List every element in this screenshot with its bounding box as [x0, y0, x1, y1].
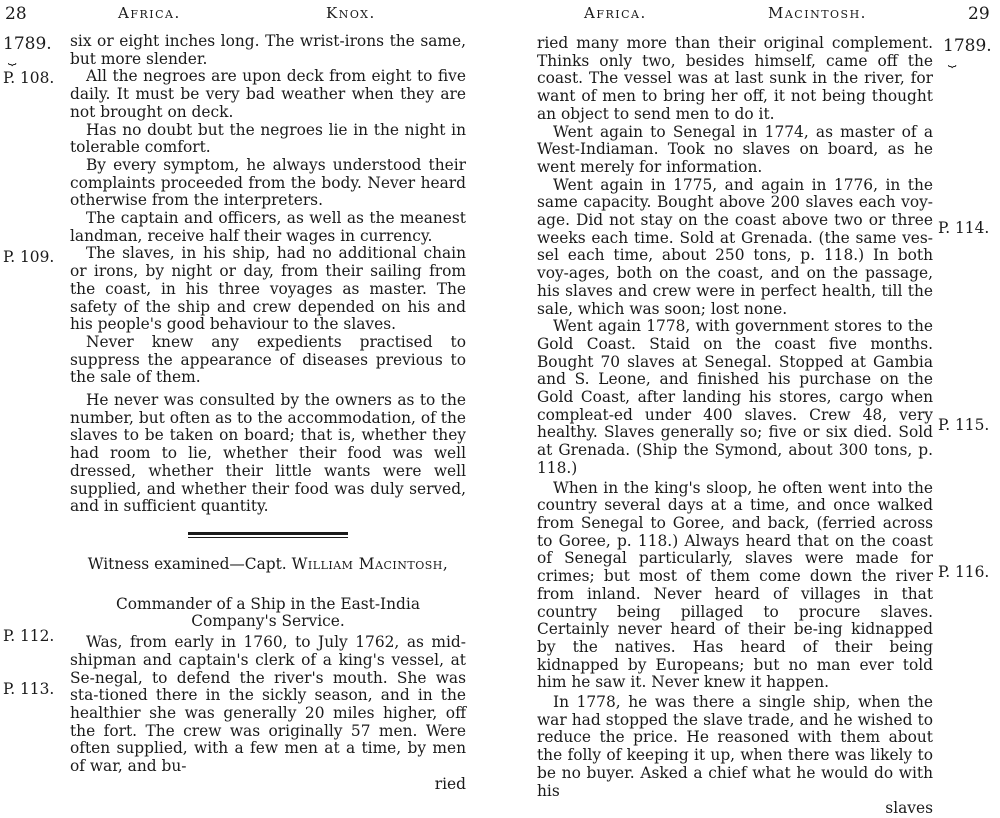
left-page	[0, 0, 500, 793]
left-paragraph: All the negroes are upon deck from eight to five daily. It must be very bad weather when they are not brought on deck.	[70, 67, 466, 121]
right-running-head	[500, 4, 1000, 26]
margin-ref-p112: P. 112.	[3, 627, 55, 645]
left-head-region: Africa.	[118, 4, 181, 22]
left-head-witness: Knox.	[326, 4, 376, 22]
margin-ref-p116: P. 116.	[938, 563, 990, 581]
margin-ref-p114: P. 114.	[938, 219, 990, 237]
witness-name: William Macintosh,	[291, 554, 449, 573]
right-paragraph: When in the king's sloop, he often went into the country several days at a time, and once walked from Senegal to Goree, and back, (ferried across to Goree, p. 118.) Always heard that on the coast of Senegal particularly, slaves were made for crimes; but most of them come down the river from inland. Never heard of villages in that country being pillaged to procure slaves. Certainly never heard of their be-ing kidnapped by the natives. Has heard of their being kidnapped by Europeans; but no man ever told him he saw it. Never knew it happen.	[537, 478, 933, 692]
left-paragraph: He never was consulted by the owners as to the number, but often as to the accommodation, of the slaves to be taken on board; that is, whether they had room to lie, whether their food was well dressed, whether their little wants were well supplied, and whether their food was duly served, and in sufficient quantity.	[70, 391, 466, 516]
left-text-column	[70, 33, 466, 793]
right-paragraph: In 1778, he was there a single ship, when the war had stopped the slave trade, and he wished to reduce the price. He reasoned with them about the folly of keeping it up, when there was likely to be no buyer. Asked a chief what he would do with his	[537, 693, 933, 800]
left-paragraph: six or eight inches long. The wrist-irons the same, but more slender.	[70, 32, 466, 68]
right-head-region: Africa.	[584, 4, 647, 22]
margin-ref-p115: P. 115.	[938, 416, 990, 434]
left-page-number: 28	[5, 4, 27, 24]
right-page	[500, 0, 1000, 818]
right-paragraph: Went again to Senegal in 1774, as master of a West-Indiaman. Took no slaves on board, as he went merely for information.	[537, 122, 933, 176]
witness-heading-prefix: Witness examined—Capt.	[87, 554, 292, 573]
right-paragraph: Went again in 1775, and again in 1776, in the same capacity. Bought above 200 slaves each voy-age. Did not stay on the coast above two or three weeks each time. Sold at Grenada. (the same ves-sel each time, about 250 tons, p. 118.) In both voy-ages, both on the coast, and on the passage, his slaves and crew were in perfect health, till the sale, which was soon; lost none.	[537, 175, 933, 318]
margin-ref-p108: P. 108.	[3, 69, 55, 87]
right-paragraph: Went again 1778, with government stores to the Gold Coast. Staid on the coast five months. Bought 70 slaves at Senegal. Stopped at Gambia and S. Leone, and finished his purchase on the Gold Coast, after landing his stores, cargo when compleat-ed under 400 slaves. Crew 48, very healthy. Slaves generally so; five or six died. Sold at Grenada. (Ship the Symond, about 300 tons, p. 118.)	[537, 317, 933, 477]
witness-heading	[70, 556, 466, 574]
right-paragraph: ried many more than their original complement. Thinks only two, besides himself, came off the coast. The vessel was at last sunk in the river, for want of men to bring her off, it not being thought an object to send men to do it.	[537, 34, 933, 123]
left-paragraph: By every symptom, he always understood their complaints proceeded from the body. Never heard otherwise from the interpreters.	[70, 155, 466, 210]
witness-paragraph: Was, from early in 1760, to July 1762, as mid-shipman and captain's clerk of a king's vessel, at Se-negal, to defend the river's mouth. She was sta-tioned there in the sickly season, and in the healthier she was generally 20 miles higher, off the fort. The crew was originally 57 men. Were often supplied, with a few men at a time, by men of war, and bu-	[70, 633, 466, 776]
witness-subheading: Commander of a Ship in the East-India Company's Service.	[115, 594, 421, 631]
left-running-head	[0, 4, 500, 26]
right-catchword: slaves	[885, 799, 933, 818]
left-paragraph: The slaves, in his ship, had no additional chain or irons, by night or day, from their sailing from the coast, in his three voyages as master. The safety of the ship and crew depended on his and his people's good behaviour to the slaves.	[70, 244, 466, 334]
section-divider	[188, 532, 348, 538]
left-year-brace: ⏟	[8, 50, 17, 66]
left-paragraph: Has no doubt but the negroes lie in the night in tolerable comfort.	[70, 120, 466, 157]
left-year-marker: 1789.	[3, 34, 52, 54]
right-text-column	[537, 35, 933, 818]
right-head-witness: Macintosh.	[768, 4, 867, 22]
right-year-brace: ⏟	[948, 52, 957, 68]
margin-ref-p113: P. 113.	[3, 680, 55, 698]
left-paragraph: Never knew any expedients practised to suppress the appearance of diseases previous to the sale of them.	[70, 332, 466, 387]
left-paragraph: The captain and officers, as well as the meanest landman, receive half their wages in currency.	[70, 209, 466, 245]
left-catchword: ried	[434, 774, 466, 793]
margin-ref-p109: P. 109.	[3, 248, 55, 266]
right-page-number: 29	[968, 4, 990, 24]
right-year-marker: 1789.	[943, 36, 992, 56]
